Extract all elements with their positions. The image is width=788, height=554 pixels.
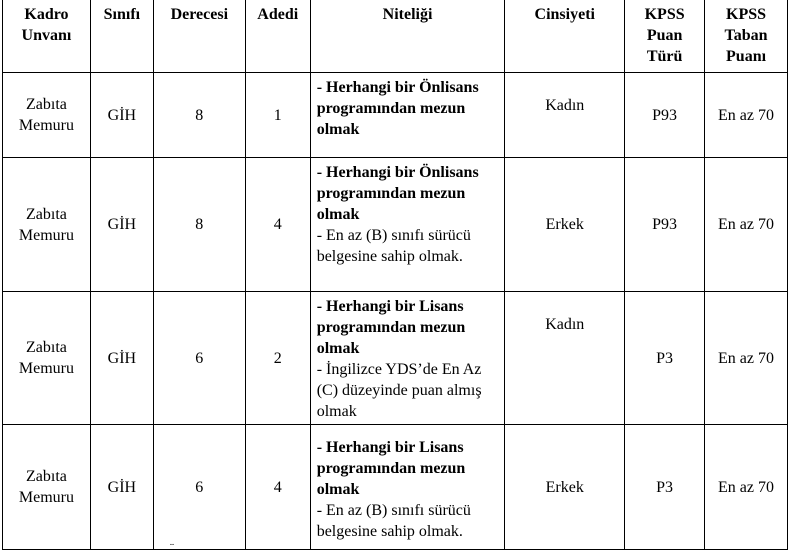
- cell-adedi: 2: [245, 292, 310, 425]
- cell-niteligi: [310, 158, 505, 292]
- cell-adedi: 4: [245, 158, 310, 292]
- cell-sinifi: GİH: [90, 425, 153, 550]
- cell-niteligi: [310, 425, 505, 550]
- header-cinsiyeti: Cinsiyeti: [505, 0, 625, 73]
- cell-kpss-taban-puani: En az 70: [705, 73, 788, 158]
- cell-sinifi: GİH: [90, 158, 153, 292]
- cell-sinifi: GİH: [90, 292, 153, 425]
- cut-off-text: ¨: [170, 540, 174, 554]
- header-kpss-taban-puani: KPSS Taban Puanı: [705, 0, 788, 73]
- header-kadro-unvani: Kadro Unvanı: [3, 0, 91, 73]
- cell-cinsiyeti: Erkek: [505, 158, 625, 292]
- cell-derecesi: 6: [153, 425, 245, 550]
- cell-adedi: 4: [245, 425, 310, 550]
- table-row: [3, 158, 788, 292]
- cell-kpss-puan-turu: P93: [625, 158, 705, 292]
- cell-niteligi: [310, 73, 505, 158]
- cell-cinsiyeti: Kadın: [505, 73, 625, 158]
- header-adedi: Adedi: [245, 0, 310, 73]
- cell-kpss-taban-puani: En az 70: [705, 158, 788, 292]
- header-derecesi: Derecesi: [153, 0, 245, 73]
- nitelik-extra-requirement: - İngilizce YDS’de En Az (C) düzeyinde puan almış olmak: [316, 361, 482, 420]
- cell-derecesi: 6: [153, 292, 245, 425]
- nitelik-requirement: - Herhangi bir Lisans programından mezun olmak: [316, 298, 466, 357]
- cell-cinsiyeti: Kadın: [505, 292, 625, 425]
- cell-derecesi: 8: [153, 158, 245, 292]
- nitelik-extra-requirement: - En az (B) sınıfı sürücü belgesine sahip olmak.: [316, 501, 471, 540]
- cell-kadro-unvani: Zabıta Memuru: [3, 158, 91, 292]
- table-row: [3, 292, 788, 425]
- cell-sinifi: GİH: [90, 73, 153, 158]
- header-niteligi: Niteliği: [310, 0, 505, 73]
- cell-kadro-unvani: Zabıta Memuru: [3, 425, 91, 550]
- cell-derecesi: 8: [153, 73, 245, 158]
- cell-kadro-unvani: Zabıta Memuru: [3, 73, 91, 158]
- cell-kpss-taban-puani: En az 70: [705, 292, 788, 425]
- cell-kpss-taban-puani: En az 70: [705, 425, 788, 550]
- cell-kpss-puan-turu: P3: [625, 425, 705, 550]
- cell-adedi: 1: [245, 73, 310, 158]
- table-row: [3, 73, 788, 158]
- cell-kpss-puan-turu: P3: [625, 292, 705, 425]
- cell-kpss-puan-turu: P93: [625, 73, 705, 158]
- nitelik-extra-requirement: - En az (B) sınıfı sürücü belgesine sahip olmak.: [316, 227, 471, 265]
- nitelik-requirement: - Herhangi bir Önlisans programından mezun olmak: [316, 79, 479, 138]
- header-sinifi: Sınıfı: [90, 0, 153, 73]
- nitelik-requirement: - Herhangi bir Önlisans programından mezun olmak: [316, 164, 479, 223]
- cell-niteligi: [310, 292, 505, 425]
- nitelik-requirement: - Herhangi bir Lisans programından mezun olmak: [316, 438, 466, 498]
- table-row: [3, 425, 788, 550]
- cell-cinsiyeti: Erkek: [505, 425, 625, 550]
- kadro-table: [2, 0, 788, 554]
- header-row: [3, 0, 788, 73]
- header-kpss-puan-turu: KPSS Puan Türü: [625, 0, 705, 73]
- cell-kadro-unvani: Zabıta Memuru: [3, 292, 91, 425]
